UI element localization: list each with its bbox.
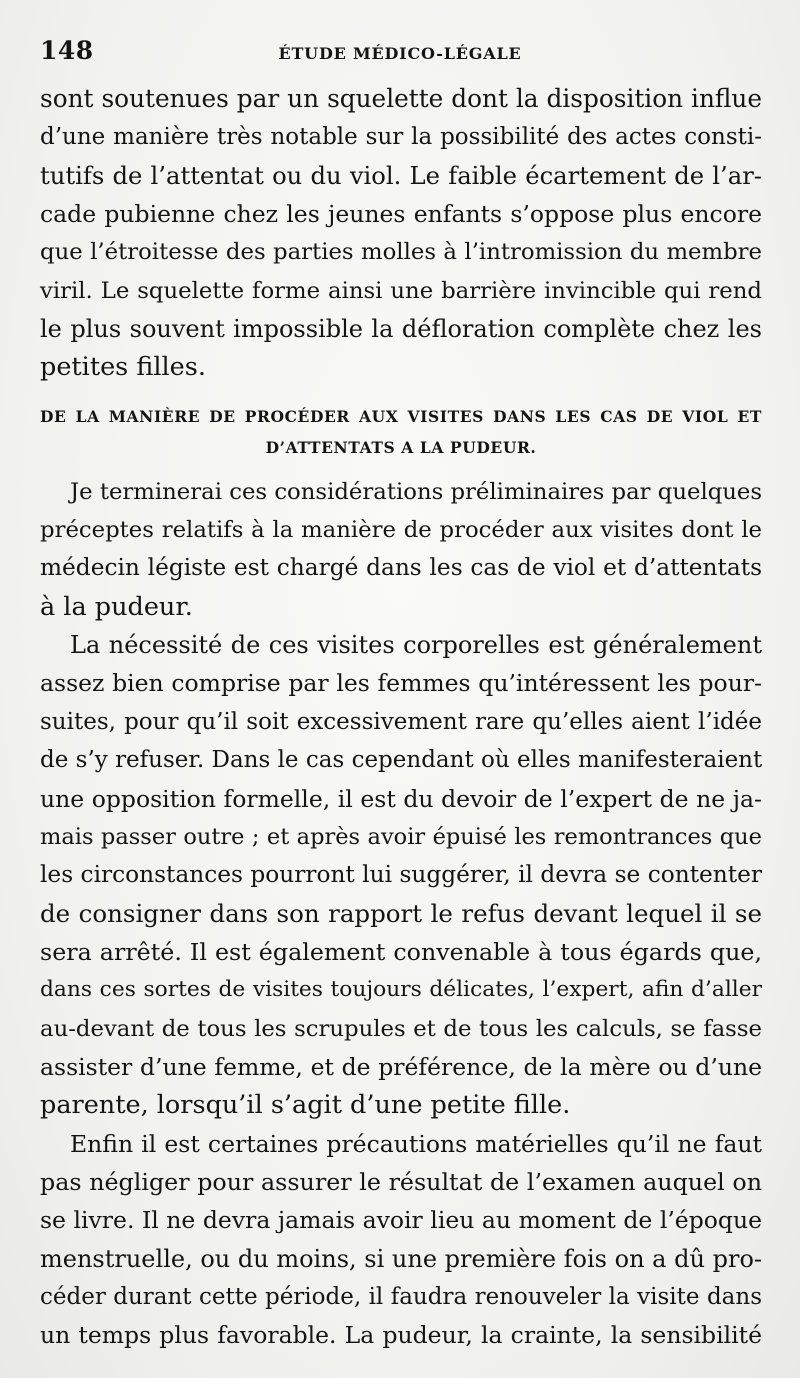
text-line: assister d’une femme, et de préférence, de la mère ou d’une bbox=[40, 1052, 762, 1081]
paragraph-2 bbox=[40, 473, 762, 626]
text-line: se livre. Il ne devra jamais avoir lieu au moment de l’époque bbox=[40, 1206, 762, 1235]
text-line: dans ces sortes de visites toujours délicates, l’expert, afin d’aller bbox=[40, 977, 762, 1003]
text-line: viril. Le squelette forme ainsi une barrière invincible qui rend bbox=[40, 277, 762, 304]
paragraph-4 bbox=[40, 1125, 762, 1355]
text-line: préceptes relatifs à la manière de procéder aux visites dont le bbox=[40, 517, 762, 544]
text-line: le plus souvent impossible la défloration complète chez les bbox=[40, 315, 762, 344]
text-line: médecin légiste est chargé dans les cas de viol et d’attentats bbox=[40, 554, 762, 582]
paragraph-3 bbox=[40, 626, 762, 1124]
text-line: mais passer outre ; et après avoir épuisé les remontrances que bbox=[40, 823, 762, 850]
text-line: tutifs de l’attentat ou du viol. Le faible écartement de l’ar- bbox=[40, 160, 762, 190]
body-text bbox=[40, 80, 762, 1355]
text-line: Enfin il est certaines précautions matérielles qu’il ne faut bbox=[70, 1129, 762, 1158]
text-line: La nécessité de ces visites corporelles est généralement bbox=[70, 631, 762, 660]
text-line: suites, pour qu’il soit excessivement rare qu’elles aient l’idée bbox=[40, 708, 762, 735]
page-header bbox=[40, 36, 760, 76]
text-line: au-devant de tous les scrupules et de tous les calculs, se fasse bbox=[40, 1015, 762, 1042]
text-line: sont soutenues par un squelette dont la disposition influe bbox=[40, 84, 762, 113]
running-title: ÉTUDE MÉDICO-LÉGALE bbox=[278, 44, 522, 63]
text-line: une opposition formelle, il est du devoir de l’expert de ne ja- bbox=[40, 784, 762, 813]
text-line: sera arrêté. Il est également convenable à tous égards que, bbox=[40, 937, 762, 966]
text-line: cade pubienne chez les jeunes enfants s’oppose plus encore bbox=[40, 200, 762, 229]
text-line: un temps plus favorable. La pudeur, la crainte, la sensibilité bbox=[40, 1321, 762, 1350]
paragraph-1 bbox=[40, 80, 762, 387]
text-line: parente, lorsqu’il s’agit d’une petite fille. bbox=[40, 1090, 571, 1121]
text-line: céder durant cette période, il faudra renouveler la visite dans bbox=[40, 1283, 762, 1310]
text-line: de consigner dans son rapport le refus devant lequel il se bbox=[40, 898, 762, 928]
section-heading bbox=[40, 401, 762, 463]
text-line: menstruelle, ou du moins, si une première fois on a dû pro- bbox=[40, 1244, 762, 1273]
text-line: petites filles. bbox=[40, 352, 206, 383]
text-line: les circonstances pourront lui suggérer, il devra se contenter bbox=[40, 861, 762, 889]
text-line: de s’y refuser. Dans le cas cependant où elles manifesteraient bbox=[40, 747, 763, 774]
text-line: pas négliger pour assurer le résultat de l’examen auquel on bbox=[40, 1167, 762, 1196]
text-line: assez bien comprise par les femmes qu’intéressent les pour- bbox=[40, 669, 762, 698]
text-line: d’une manière très notable sur la possibilité des actes consti- bbox=[40, 124, 762, 151]
text-line: Je terminerai ces considérations préliminaires par quelques bbox=[70, 478, 763, 505]
text-line: à la pudeur. bbox=[40, 591, 193, 622]
heading-line: DE LA MANIÈRE DE PROCÉDER AUX VISITES DANS LES CAS DE VIOL ET bbox=[40, 406, 762, 426]
heading-line: D’ATTENTATS A LA PUDEUR. bbox=[265, 437, 537, 457]
page-number: 148 bbox=[40, 36, 94, 65]
text-line: que l’étroitesse des parties molles à l’intromission du membre bbox=[40, 239, 762, 266]
